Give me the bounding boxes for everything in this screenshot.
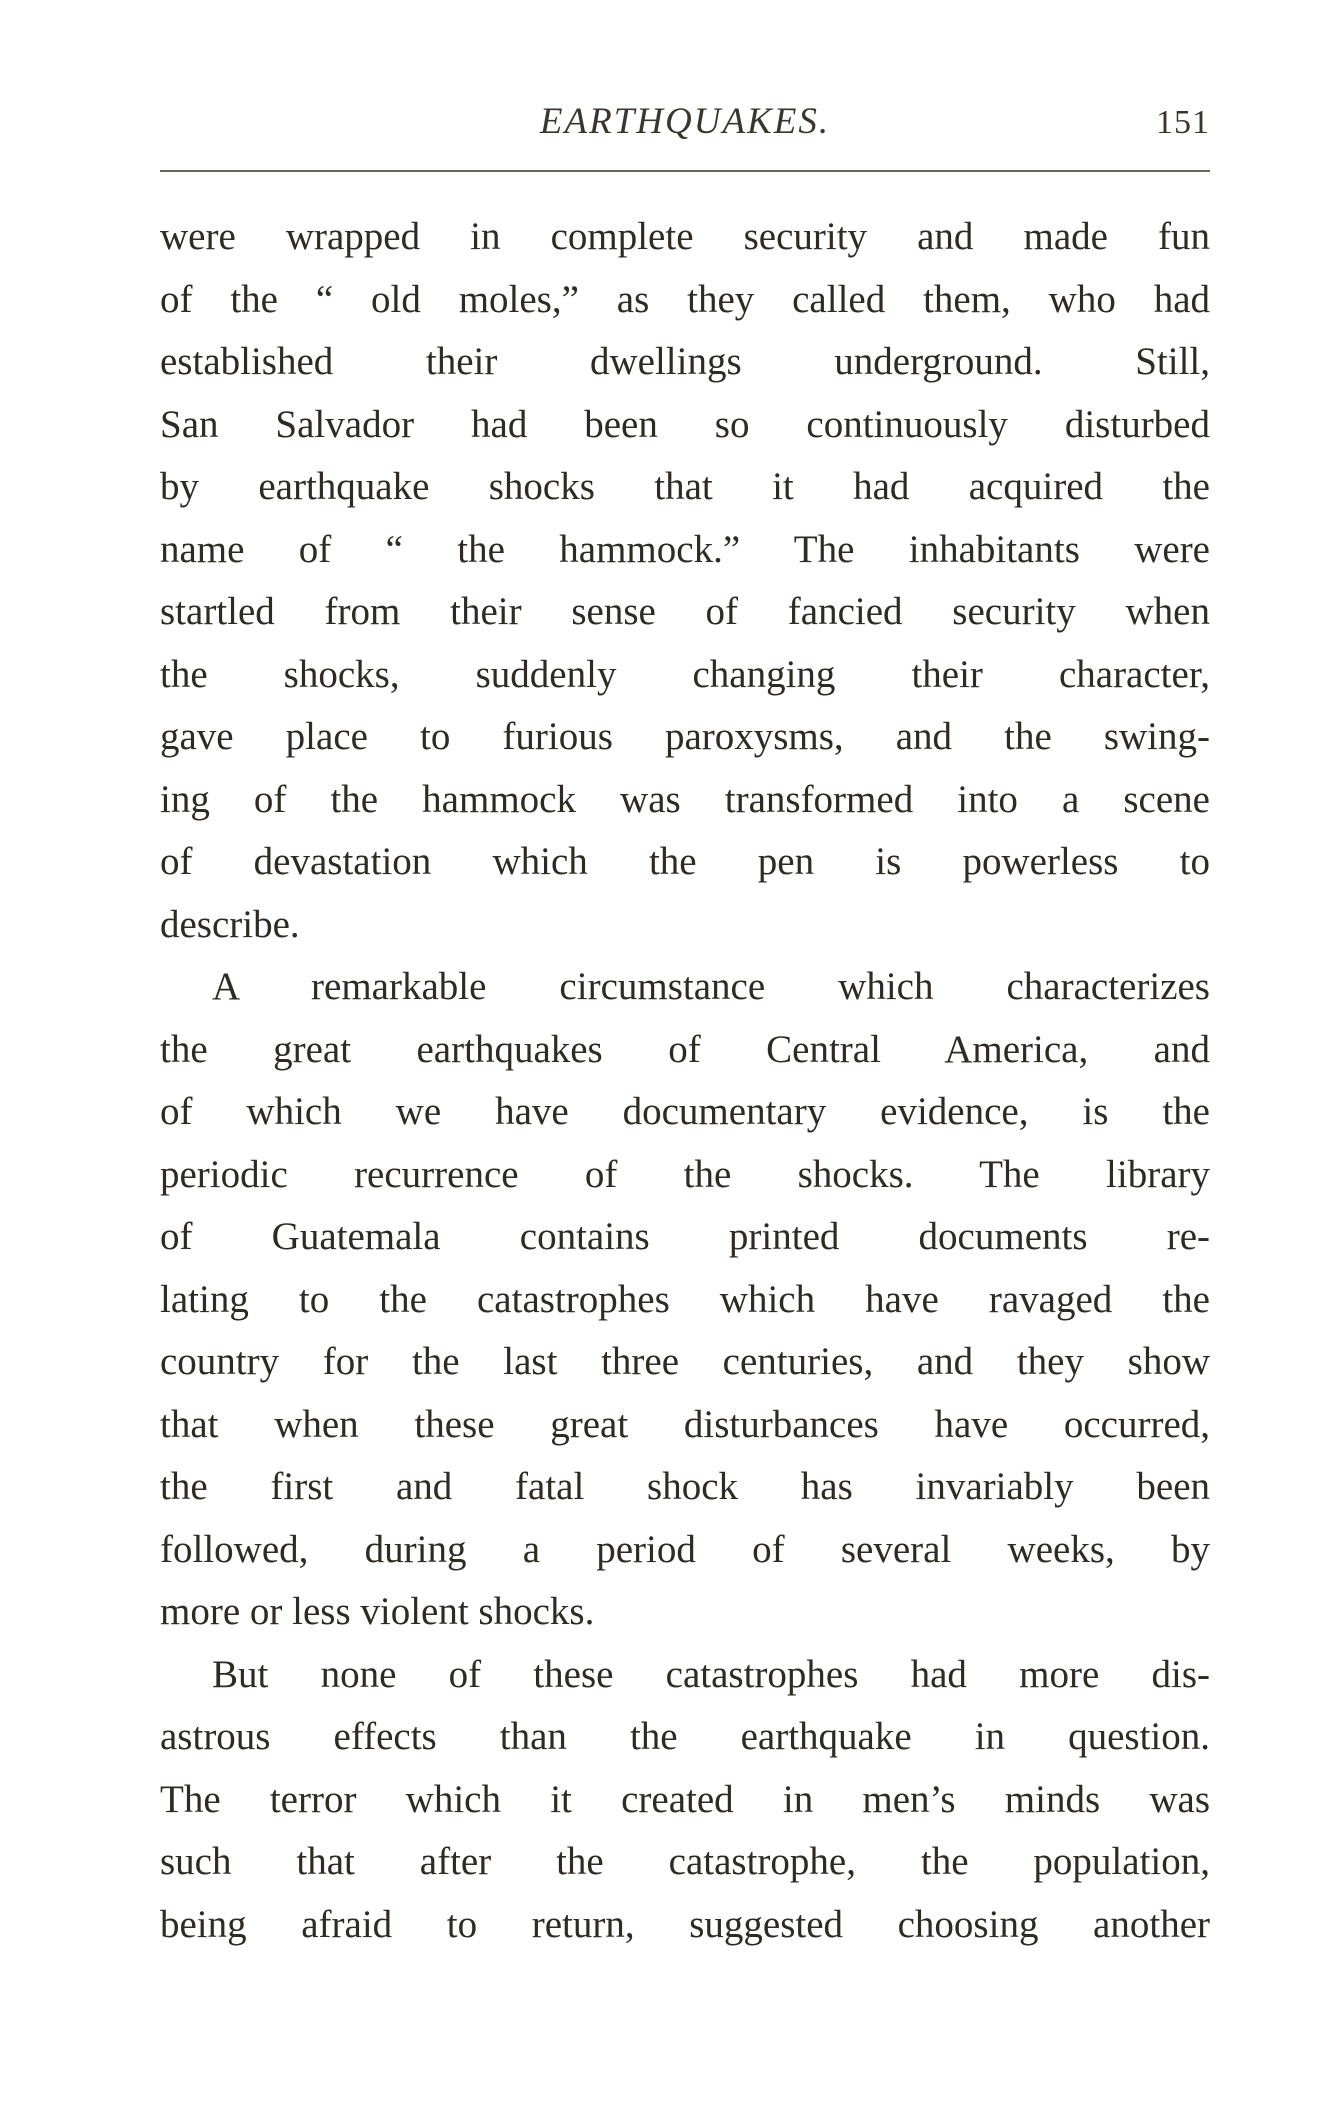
text-line: name of “ the hammock.” The inhabitants were — [160, 527, 1210, 571]
text-line: of the “ old moles,” as they called them, who had — [160, 277, 1210, 321]
text-line: established their dwellings underground. Still, — [160, 340, 1210, 383]
text-line: being afraid to return, suggested choosing another — [160, 1902, 1210, 1946]
text-line: periodic recurrence of the shocks. The library — [160, 1152, 1210, 1196]
text-line: the shocks, suddenly changing their character, — [160, 652, 1210, 696]
running-head-title: EARTHQUAKES. — [539, 101, 831, 142]
header-rule — [160, 170, 1210, 172]
text-line: The terror which it created in men’s minds was — [160, 1777, 1210, 1821]
text-line: gave place to furious paroxysms, and the swing- — [160, 715, 1210, 758]
running-head — [160, 100, 1210, 160]
body-text — [160, 206, 1210, 1956]
text-line: were wrapped in complete security and made fun — [160, 215, 1210, 258]
text-line: of devastation which the pen is powerless to — [160, 840, 1210, 883]
text-line: San Salvador had been so continuously disturbed — [160, 402, 1210, 446]
text-line: lating to the catastrophes which have ravaged the — [160, 1277, 1210, 1321]
text-line: the great earthquakes of Central America, and — [160, 1027, 1210, 1071]
text-line: such that after the catastrophe, the population, — [160, 1840, 1210, 1883]
text-line: ing of the hammock was transformed into a scene — [160, 777, 1210, 821]
text-line: followed, during a period of several weeks, by — [160, 1527, 1210, 1571]
text-line: the first and fatal shock has invariably been — [160, 1465, 1210, 1508]
page-number: 151 — [1156, 104, 1210, 141]
text-line: But none of these catastrophes had more dis- — [212, 1652, 1210, 1696]
text-line: startled from their sense of fancied security when — [160, 590, 1210, 633]
text-line: by earthquake shocks that it had acquired the — [160, 465, 1210, 508]
text-line: country for the last three centuries, and they show — [160, 1340, 1210, 1383]
text-line: of Guatemala contains printed documents re- — [160, 1215, 1210, 1258]
text-line: of which we have documentary evidence, is the — [160, 1090, 1210, 1133]
text-line: astrous effects than the earthquake in question. — [160, 1715, 1210, 1758]
text-line: describe. — [160, 902, 300, 946]
text-line: more or less violent shocks. — [160, 1590, 595, 1633]
text-line: that when these great disturbances have occurred, — [160, 1402, 1210, 1446]
text-line: A remarkable circumstance which characterizes — [212, 965, 1210, 1008]
